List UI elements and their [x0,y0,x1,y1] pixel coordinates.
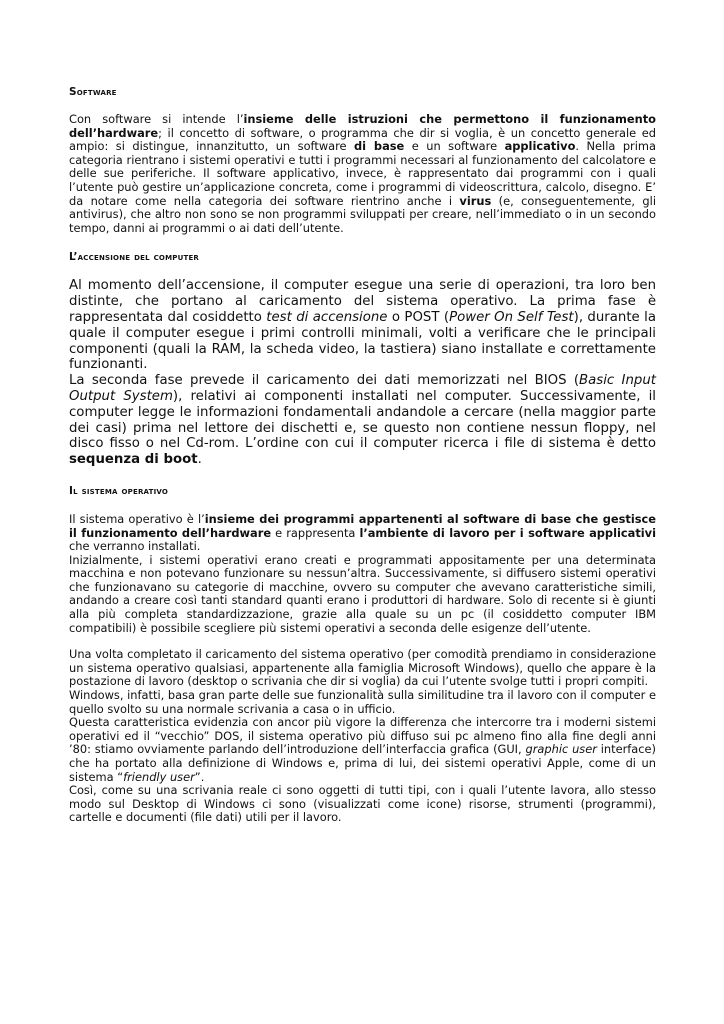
text-run: La seconda fase prevede il caricamento dei dati memorizzati nel BIOS ( [69,373,580,389]
bold-text: sequenza di boot [69,452,198,468]
text-run: . Nella prima categoria rientrano i sistemi operativi e tutti i programmi necessari al funzionamento del calcolatore e delle sue periferiche. Il software applicativo, invece, è rappresentato dai programmi con i quali l’utente può gestire un’applicazione concreta, come i programmi di videoscrittura, calcolo, disegno. E’ da notare come nella categoria dei software rientrino anche i [69,139,656,208]
paragraph [69,689,656,716]
heading-software: Software [69,86,117,98]
paragraph [69,513,656,554]
text-run: e rappresenta [271,525,360,540]
text-run: ), durante la quale il computer esegue i primi controlli minimali, volti a verificare che le principali componenti (quali la RAM, la scheda video, la tastiera) siano installate e correttamente funzionanti. [69,309,656,373]
text-run: che verranno installati. [69,539,201,554]
document-page [69,86,656,825]
bold-text: l’ambiente di lavoro per i software applicativi [359,525,657,540]
text-run: Così, come su una scrivania reale ci sono oggetti di tutti tipi, con i quali l’utente lavora, allo stesso modo sul Desktop di Windows ci sono (visualizzati come icone) risorse, strumenti (programmi), cartelle e documenti (file dati) utili per il lavoro. [69,783,656,825]
italic-text: friendly user [123,769,195,784]
text-run: ”. [194,769,205,784]
text-run: ; il concetto di software, o programma che dir si voglia, è un concetto generale ed ampio: si distingue, innanzitutto, un software [69,125,656,154]
heading-sistema-operativo: Il sistema operativo [69,484,169,497]
italic-text: graphic user [525,742,597,757]
text-run: ), relativi ai componenti installati nel computer. Successivamente, il computer legge le informazioni fondamentali andandole a cercare (nella maggior parte dei casi) prima nel lettore dei dischetti e, se questo non contiene nessun floppy, nel disco fisso o nel Cd-rom. L’ordine con cui il computer ricerca i file di sistema è detto [69,388,656,452]
heading-accensione: L’accensione del computer [69,251,200,264]
paragraph [69,784,656,825]
paragraph [69,113,656,235]
text-run: (e, conseguentemente, gli antivirus), che altro non sono se non programmi sviluppati per creare, nell’immediato o in un secondo tempo, danni ai programmi o ai dati dell’utente. [69,193,656,235]
text-run: e un software [404,139,505,154]
text-run: Windows, infatti, basa gran parte delle sue funzionalità sulla similitudine tra il lavoro con il computer e quello svolto su una normale scrivania a casa o in ufficio. [69,688,656,716]
text-run: . [197,452,202,468]
italic-text: test di accensione [266,309,388,325]
text-run: Al momento dell’accensione, il computer esegue una serie di operazioni, tra loro ben distinte, che portano al caricamento del sistema operativo. La prima fase è rappresentata dal cosiddetto [69,278,656,325]
bold-text: insieme dei programmi appartenenti al software di base che gestisce il funzionamento dell’hardware [69,511,656,540]
italic-text: Basic Input Output System [69,373,656,404]
bold-text: applicativo [504,139,576,154]
paragraph [69,648,656,689]
paragraph [69,278,656,373]
text-run: o POST ( [387,309,450,325]
paragraph [69,716,656,784]
paragraph [69,373,656,468]
italic-text: Power On Self Test [449,309,574,325]
bold-text: di base [354,139,405,154]
text-run: Questa caratteristica evidenzia con ancor più vigore la differenza che intercorre tra i moderni sistemi operativi ed il “vecchio” DOS, il sistema operativo più diffuso sui pc almeno fino alla fine degli anni ’80: stiamo ovviamente parlando dell’introduzione dell’interfaccia grafica (GUI, [69,715,656,757]
text-run: Con software si intende l’ [69,112,244,126]
paragraph [69,554,656,636]
bold-text: virus [459,193,492,208]
bold-text: insieme delle istruzioni che permettono il funzionamento dell’hardware [69,112,656,140]
text-run: Il sistema operativo è l’ [69,511,205,526]
text-run: interface) che ha portato alla definizione di Windows e, prima di lui, dei sistemi operativi Apple, come di un sistema “ [69,742,656,784]
text-run: Inizialmente, i sistemi operativi erano creati e programmati appositamente per una determinata macchina e non potevano funzionare su nessun’altra. Successivamente, si diffusero sistemi operativi che funzionavano su categorie di macchine, ovvero su computer che avevano caratteristiche simili, andando a creare così tanti standard quanti erano i produttori di hardware. Solo di recente si è giunti alla più completa standardizzazione, grazie alla quale su un pc (il cosiddetto computer IBM compatibili) è possibile scegliere più sistemi operativi a seconda delle esigenze dell’utente. [69,552,656,635]
text-run: Una volta completato il caricamento del sistema operativo (per comodità prendiamo in considerazione un sistema operativo qualsiasi, appartenente alla famiglia Microsoft Windows), quello che appare è la postazione di lavoro (desktop o scrivania che dir si voglia) da cui l’utente svolge tutti i propri compiti. [69,647,656,689]
